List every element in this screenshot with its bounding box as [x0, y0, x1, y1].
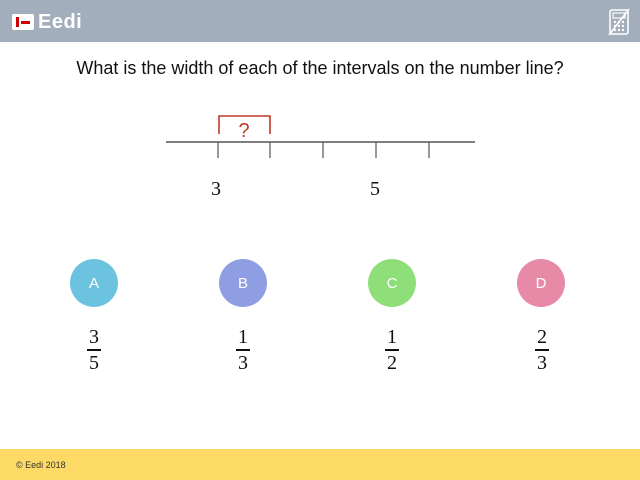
- option-d-answer[interactable]: [527, 326, 557, 374]
- denominator: 3: [537, 351, 547, 374]
- calculator-disabled-icon[interactable]: [608, 8, 630, 36]
- numerator: 1: [387, 326, 397, 348]
- number-line-value-left: 3: [211, 178, 221, 200]
- numerator: 3: [89, 326, 99, 348]
- option-b-answer[interactable]: [228, 326, 258, 374]
- fraction-bar: [236, 349, 250, 351]
- option-a-answer[interactable]: [79, 326, 109, 374]
- number-line: [0, 100, 640, 170]
- copyright-text: © Eedi 2018: [16, 460, 66, 470]
- eedi-logo-icon: [12, 14, 34, 30]
- option-a-button[interactable]: A: [70, 259, 118, 307]
- fraction-bar: [535, 349, 549, 351]
- numerator: 1: [238, 326, 248, 348]
- option-d-button[interactable]: D: [517, 259, 565, 307]
- header-bar: [0, 0, 640, 42]
- option-b-button[interactable]: B: [219, 259, 267, 307]
- fraction-bar: [87, 349, 101, 351]
- logo-text: Eedi: [38, 10, 83, 33]
- denominator: 5: [89, 351, 99, 374]
- numerator: 2: [537, 326, 547, 348]
- denominator: 3: [238, 351, 248, 374]
- denominator: 2: [387, 351, 397, 374]
- question-text: What is the width of each of the intervals on the number line?: [76, 58, 564, 78]
- option-c-answer[interactable]: [377, 326, 407, 374]
- eedi-logo[interactable]: [12, 10, 82, 34]
- option-c-button[interactable]: C: [368, 259, 416, 307]
- fraction-bar: [385, 349, 399, 351]
- number-line-value-right: 5: [370, 178, 380, 200]
- footer-bar: [0, 449, 640, 480]
- unknown-interval-marker: ?: [238, 120, 250, 142]
